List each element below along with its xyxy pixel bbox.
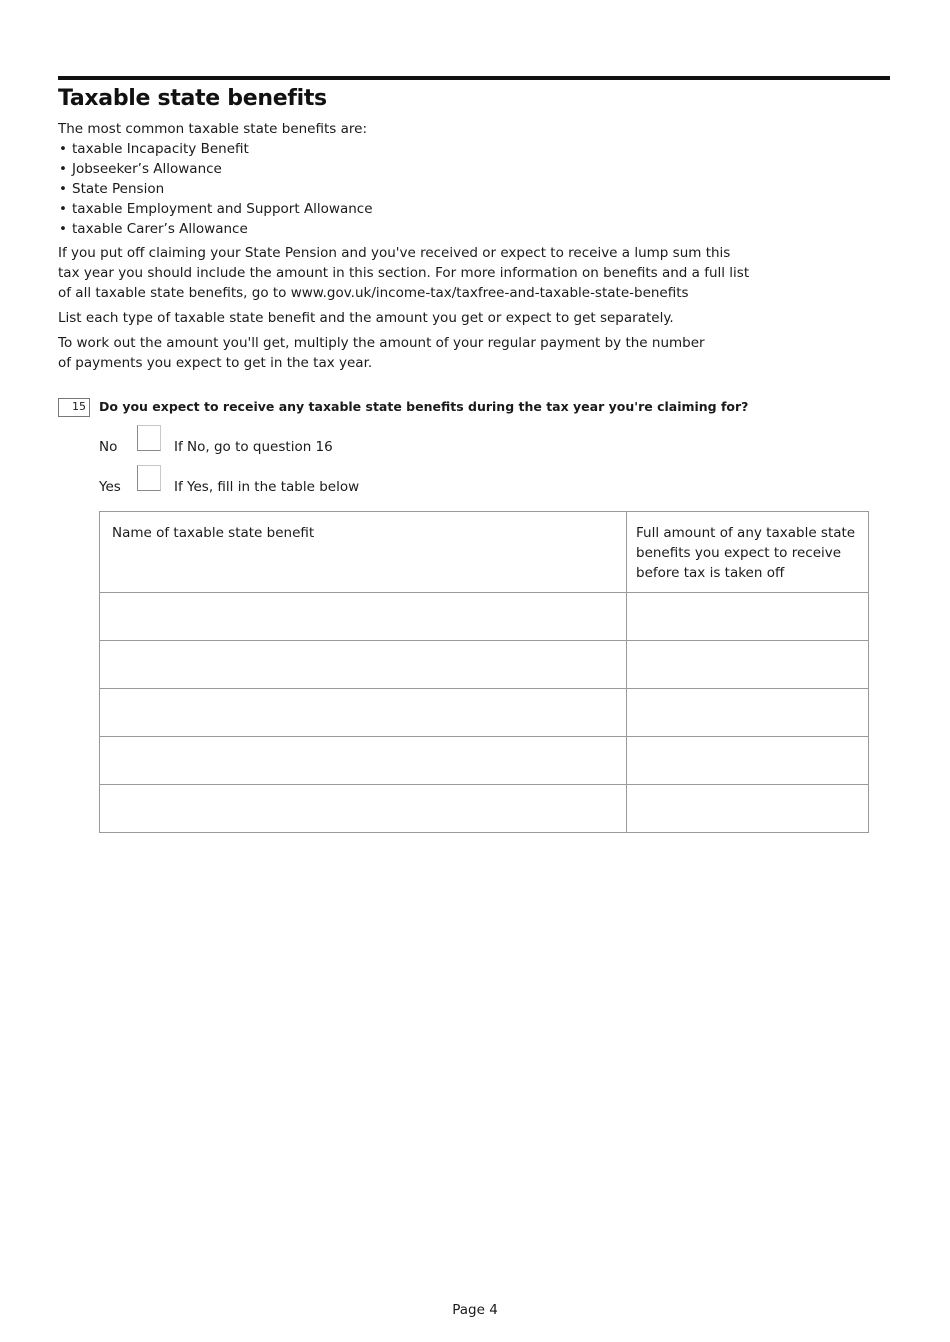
header-benefit-amount: Full amount of any taxable state benefits you expect to receive before tax is taken off [627,512,869,593]
header-benefit-name: Name of taxable state benefit [100,512,627,593]
list-item: • taxable Carer’s Allowance [58,219,373,239]
benefit-name-input[interactable] [100,593,626,640]
no-checkbox[interactable] [137,425,161,451]
work-out-amount-paragraph [58,333,705,373]
yes-option-hint: If Yes, fill in the table below [174,479,360,495]
lump-sum-paragraph [58,243,749,303]
table-row [100,785,869,833]
paragraph-line: tax year you should include the amount in this section. For more information on benefits and a full list [58,265,750,281]
benefit-name-input[interactable] [100,641,626,688]
benefit-amount-input[interactable] [627,593,868,640]
intro-text: The most common taxable state benefits are: [58,121,367,137]
benefit-amount-input[interactable] [627,641,868,688]
benefit-amount-input[interactable] [627,785,868,832]
benefit-amount-cell [627,593,869,641]
benefits-list [58,139,373,239]
benefit-amount-cell [627,641,869,689]
paragraph-line: To work out the amount you'll get, multiply the amount of your regular payment by the number [58,335,705,351]
benefit-amount-cell [627,785,869,833]
question-number: 15 [72,400,86,413]
list-item: • taxable Employment and Support Allowance [58,199,373,219]
list-item: • State Pension [58,179,373,199]
page-number: Page 4 [452,1302,498,1318]
table-row [100,593,869,641]
benefit-amount-input[interactable] [627,689,868,736]
benefit-name-cell [100,689,627,737]
no-option-label: No [99,439,118,455]
table-row [100,641,869,689]
benefit-name-input[interactable] [100,785,626,832]
benefit-name-input[interactable] [100,737,626,784]
list-separately-paragraph: List each type of taxable state benefit and the amount you get or expect to get separately. [58,310,674,326]
list-item: • Jobseeker’s Allowance [58,159,373,179]
paragraph-line: of all taxable state benefits, go to www.gov.uk/income-tax/taxfree-and-taxable-state-benefits [58,285,689,301]
benefit-amount-cell [627,689,869,737]
section-top-rule [58,76,890,80]
paragraph-line: of payments you expect to get in the tax year. [58,355,373,371]
yes-option-label: Yes [99,479,121,495]
no-option-hint: If No, go to question 16 [174,439,333,455]
paragraph-line: If you put off claiming your State Pension and you've received or expect to receive a lump sum this [58,245,731,261]
yes-checkbox[interactable] [137,465,161,491]
benefit-name-cell [100,593,627,641]
benefit-name-cell [100,641,627,689]
benefit-amount-cell [627,737,869,785]
benefit-name-cell [100,785,627,833]
benefit-name-input[interactable] [100,689,626,736]
section-title: Taxable state benefits [58,86,327,111]
list-item: • taxable Incapacity Benefit [58,139,373,159]
question-text: Do you expect to receive any taxable state benefits during the tax year you're claiming for? [99,399,749,414]
table-header-row [100,512,869,593]
table-row [100,737,869,785]
benefits-table [99,511,869,833]
benefit-name-cell [100,737,627,785]
table-row [100,689,869,737]
benefit-amount-input[interactable] [627,737,868,784]
